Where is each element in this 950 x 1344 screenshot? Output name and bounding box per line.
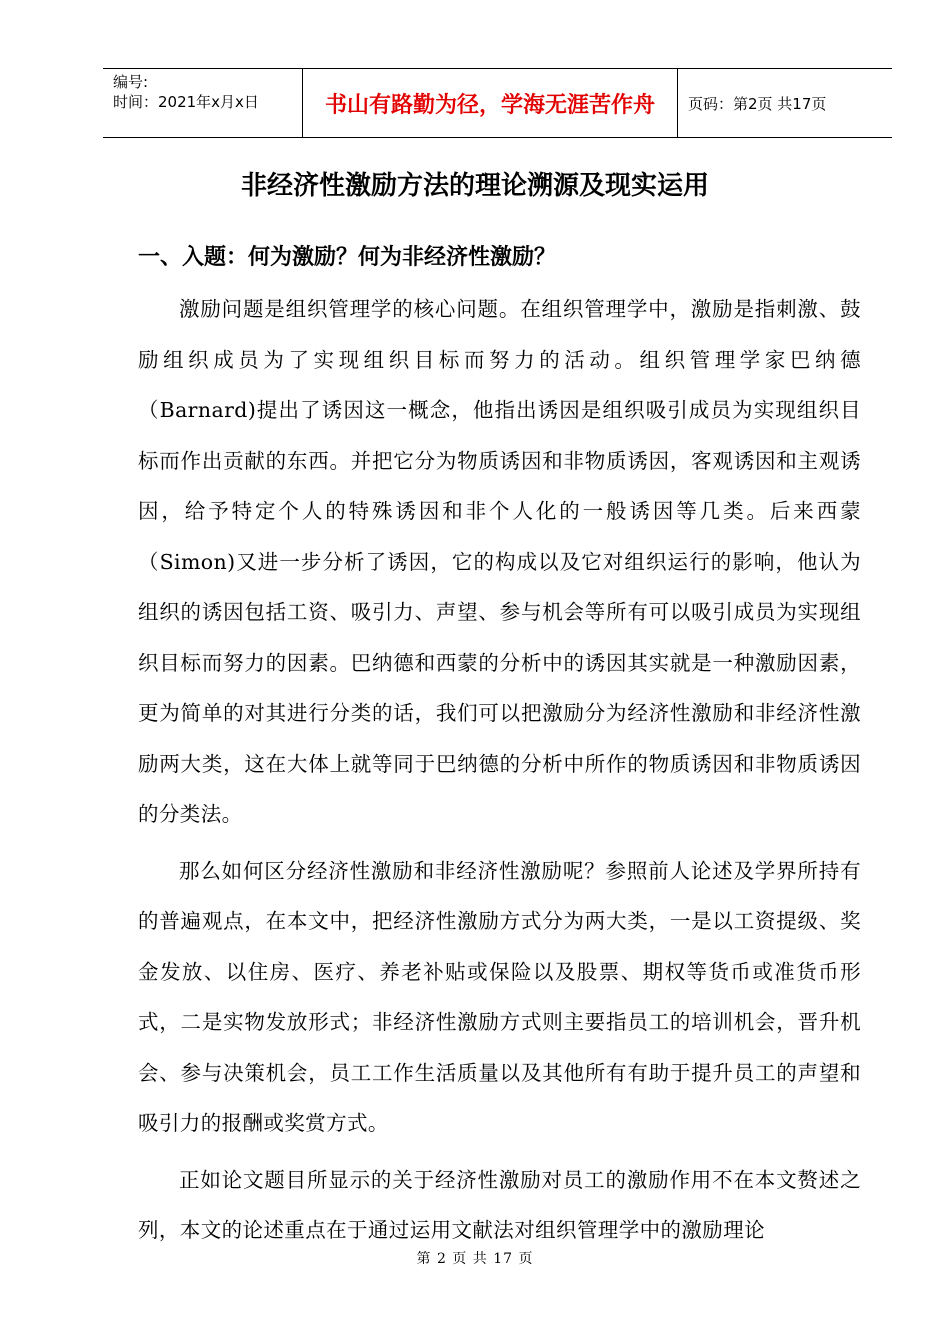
section-heading: 一、入题：何为激励？何为非经济性激励？ [138, 245, 557, 270]
header-motto: 书山有路勤为径，学海无涯苦作舟 [303, 69, 678, 137]
document-time-label: 时间：2021年x月x日 [113, 93, 259, 111]
page-footer: 第 2 页 共 17 页 [416, 1251, 534, 1267]
document-body [138, 284, 861, 1262]
document-number-label: 编号: [113, 73, 149, 91]
header-table [103, 68, 892, 138]
header-page-indicator: 页码：第2页 共17页 [688, 94, 827, 113]
document-title: 非经济性激励方法的理论溯源及现实运用 [240, 171, 709, 201]
paragraph: 正如论文题目所显示的关于经济性激励对员工的激励作用不在本文赘述之列，本文的论述重点在于通过运用文献法对组织管理学中的激励理论 [138, 1167, 861, 1242]
header-meta [103, 69, 303, 137]
paragraph: 激励问题是组织管理学的核心问题。在组织管理学中，激励是指刺激、鼓励组织成员为了实现组织目标而努力的活动。组织管理学家巴纳德（Barnard)提出了诱因这一概念，他指出诱因是组织吸引成员为实现组织目标而作出贡献的东西。并把它分为物质诱因和非物质诱因，客观诱因和主观诱因，给予特定个人的特殊诱因和非个人化的一般诱因等几类。后来西蒙（Simon)又进一步分析了诱因，它的构成以及它对组织运行的影响，他认为组织的诱因包括工资、吸引力、声望、参与机会等所有可以吸引成员为实现组织目标而努力的因素。巴纳德和西蒙的分析中的诱因其实就是一种激励因素，更为简单的对其进行分类的话，我们可以把激励分为经济性激励和非经济性激励两大类，这在大体上就等同于巴纳德的分析中所作的物质诱因和非物质诱因的分类法。 [138, 297, 861, 826]
paragraph: 那么如何区分经济性激励和非经济性激励呢？参照前人论述及学界所持有的普遍观点，在本文中，把经济性激励方式分为两大类，一是以工资提级、奖金发放、以住房、医疗、养老补贴或保险以及股票、期权等货币或准货币形式，二是实物发放形式；非经济性激励方式则主要指员工的培训机会，晋升机会、参与决策机会，员工工作生活质量以及其他所有有助于提升员工的声望和吸引力的报酬或奖赏方式。 [138, 858, 861, 1135]
